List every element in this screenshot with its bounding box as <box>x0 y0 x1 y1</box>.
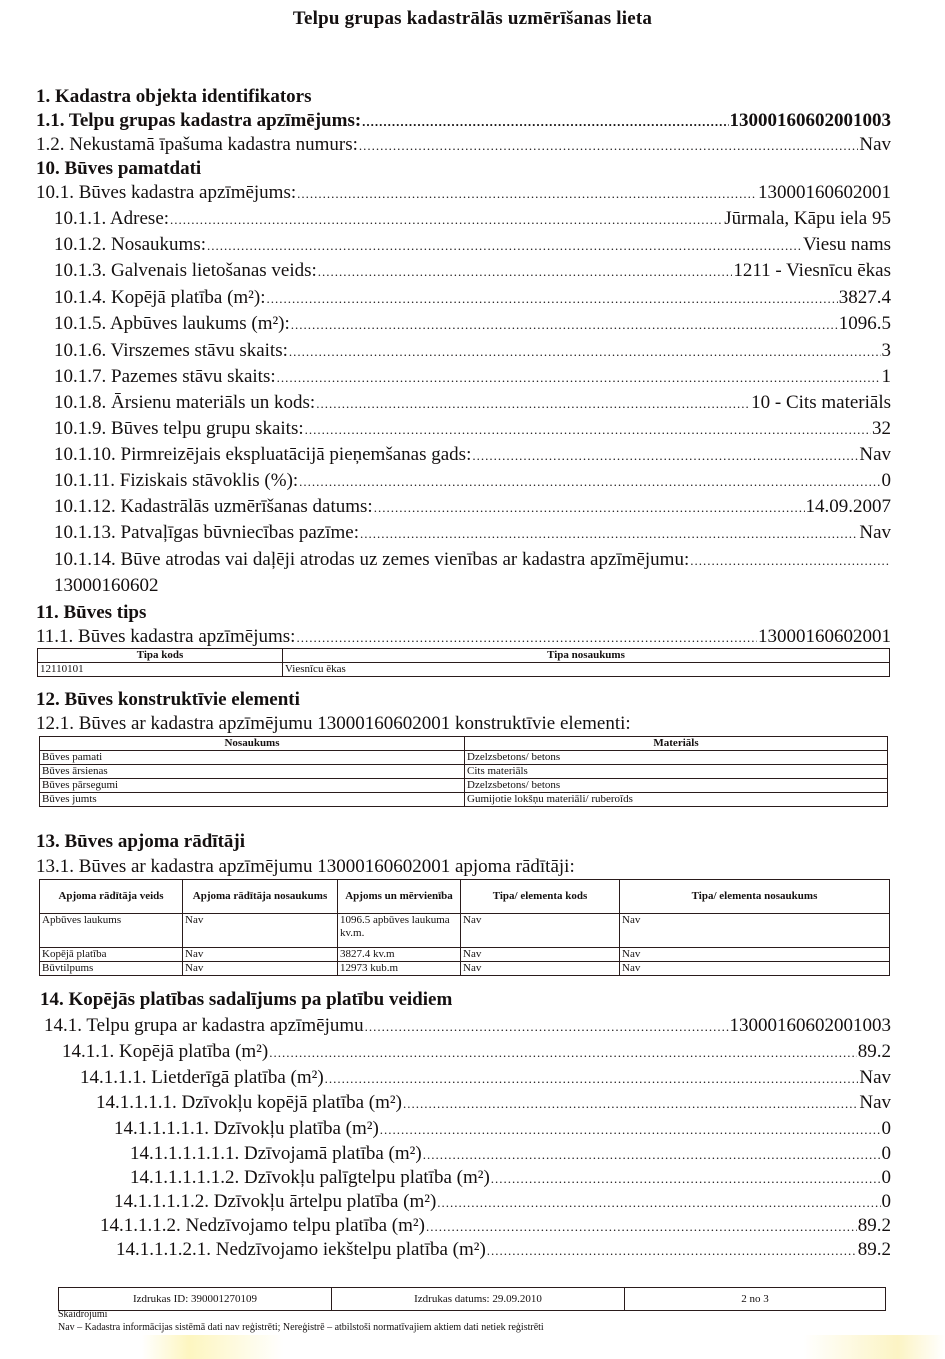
field-value: 1096.5 <box>838 313 891 334</box>
table-cell: Nav <box>183 962 338 976</box>
field-property-number <box>36 133 891 157</box>
section-13-subheading: 13.1. Būves ar kadastra apzīmējumu 13000160602001 apjoma rādītāji: <box>36 856 575 877</box>
field-value: 3 <box>881 340 891 361</box>
field-label: 10.1.12. Kadastrālās uzmērīšanas datums: <box>54 496 373 517</box>
volume-indicators-table <box>39 879 890 976</box>
field-value: 0 <box>881 470 891 491</box>
field-value: 0 <box>881 1118 891 1139</box>
field-label: 14.1.1.1.1. Dzīvokļu kopējā platība (m²) <box>96 1092 402 1113</box>
field-value: 3827.4 <box>838 287 891 308</box>
field-label: 10.1.5. Apbūves laukums (m²): <box>54 313 290 334</box>
field-label: 11.1. Būves kadastra apzīmējums: <box>36 626 296 647</box>
table-cell: Nav <box>183 914 338 948</box>
table-cell: 3827.4 kv.m <box>338 948 461 962</box>
field-label: 14.1.1.1.2. Nedzīvojamo telpu platība (m²) <box>100 1215 425 1236</box>
table-row <box>40 793 888 807</box>
field-area-usable <box>80 1066 891 1090</box>
table-cell: 12973 kub.m <box>338 962 461 976</box>
table-cell: Nav <box>461 914 620 948</box>
field-label: 10.1.2. Nosaukums: <box>54 234 206 255</box>
field-area-nonresidential <box>100 1214 891 1238</box>
table-row <box>40 765 888 779</box>
field-value: Nav <box>859 1067 891 1088</box>
table-row <box>40 962 890 976</box>
scan-tint <box>0 1335 945 1359</box>
page-number: 2 no 3 <box>625 1288 886 1311</box>
field-value: 1211 - Viesnīcu ēkas <box>733 260 891 281</box>
field-group-cadastre-designation <box>36 109 891 133</box>
land-unit-value: 13000160602 <box>54 575 159 596</box>
table-cell: 12110101 <box>38 663 283 677</box>
field-label: 10.1.4. Kopējā platība (m²): <box>54 287 266 308</box>
field-name <box>54 233 891 257</box>
field-value: 89.2 <box>857 1239 891 1260</box>
field-label: 14.1.1.1. Lietderīgā platība (m²) <box>80 1067 324 1088</box>
field-label: 10.1.8. Ārsienu materiāls un kods: <box>54 392 316 413</box>
table-cell: Būves pamati <box>40 751 465 765</box>
column-header: Tipa/ elementa kods <box>461 880 620 914</box>
field-physical-condition <box>54 469 891 493</box>
field-value: Nav <box>859 1092 891 1113</box>
field-label: 14.1.1.1.1.1. Dzīvokļu platība (m²) <box>114 1118 379 1139</box>
column-header: Materiāls <box>465 737 888 751</box>
table-cell: Dzelzsbetons/ betons <box>465 751 888 765</box>
section-12-subheading: 12.1. Būves ar kadastra apzīmējumu 13000160602001 konstruktīvie elementi: <box>36 713 631 734</box>
page-title: Telpu grupas kadastrālās uzmērīšanas lieta <box>292 8 653 29</box>
field-value: 1 <box>881 366 891 387</box>
field-total-area <box>54 286 891 310</box>
column-header: Tipa nosaukums <box>283 649 890 663</box>
table-cell: Kopējā platība <box>40 948 183 962</box>
column-header: Apjoma rādītāja veids <box>40 880 183 914</box>
field-label: 14.1.1. Kopējā platība (m²) <box>62 1041 269 1062</box>
structural-elements-table <box>39 736 888 807</box>
column-header: Apjoms un mērvienība <box>338 880 461 914</box>
field-wall-material <box>54 391 891 415</box>
field-area-apartments <box>114 1117 891 1141</box>
table-cell: Būves jumts <box>40 793 465 807</box>
field-label: 10.1.10. Pirmreizējais ekspluatācijā pieņemšanas gads: <box>54 444 472 465</box>
abbreviations-heading: Skaidrojumi <box>58 1309 108 1320</box>
building-type-table <box>37 648 890 677</box>
table-cell: 1096.5 apbūves laukuma kv.m. <box>338 914 461 948</box>
field-address <box>54 207 891 231</box>
field-label: 14.1.1.1.1.1.1. Dzīvojamā platība (m²) <box>130 1143 422 1164</box>
field-value: 0 <box>881 1167 891 1188</box>
field-label: 10.1.14. Būve atrodas vai daļēji atrodas uz zemes vienības ar kadastra apzīmējumu: <box>54 549 690 570</box>
field-label: 10.1.9. Būves telpu grupu skaits: <box>54 418 304 439</box>
field-area-total <box>62 1040 891 1064</box>
field-label: 1.2. Nekustamā īpašuma kadastra numurs: <box>36 134 358 155</box>
field-label: 10.1.7. Pazemes stāvu skaits: <box>54 366 276 387</box>
field-label: 10.1.3. Galvenais lietošanas veids: <box>54 260 317 281</box>
table-row <box>38 663 890 677</box>
field-room-group-count <box>54 417 891 441</box>
table-cell: Nav <box>461 948 620 962</box>
field-value: 32 <box>872 418 891 439</box>
table-row <box>40 779 888 793</box>
section-14-heading: 14. Kopējās platības sadalījums pa platību veidiem <box>40 989 453 1010</box>
field-building-type-designation <box>36 625 891 649</box>
field-floors-above <box>54 339 891 363</box>
section-12-heading: 12. Būves konstruktīvie elementi <box>36 689 300 710</box>
table-cell: Nav <box>461 962 620 976</box>
field-area-apartments-total <box>96 1091 891 1115</box>
field-value: 13000160602001 <box>758 626 891 647</box>
field-label: 14.1. Telpu grupa ar kadastra apzīmējumu <box>44 1015 364 1036</box>
table-cell: Cits materiāls <box>465 765 888 779</box>
field-unauthorized-construction <box>54 521 891 545</box>
field-label: 10.1.1. Adrese: <box>54 208 170 229</box>
field-value: 89.2 <box>857 1215 891 1236</box>
table-cell: Dzelzsbetons/ betons <box>465 779 888 793</box>
field-label: 10.1.13. Patvaļīgas būvniecības pazīme: <box>54 522 359 543</box>
column-header: Apjoma rādītāja nosaukums <box>183 880 338 914</box>
field-commissioning-year <box>54 443 891 467</box>
field-value: Nav <box>859 444 891 465</box>
field-area-apartment-outdoor <box>114 1190 891 1214</box>
field-value: 89.2 <box>857 1041 891 1062</box>
field-value: 10 - Cits materiāls <box>751 392 891 413</box>
field-value: Nav <box>859 522 891 543</box>
field-survey-date <box>54 495 891 519</box>
column-header: Tipa/ elementa nosaukums <box>620 880 890 914</box>
field-value: 14.09.2007 <box>805 496 891 517</box>
section-11-heading: 11. Būves tips <box>36 602 147 623</box>
field-main-use <box>54 259 891 283</box>
field-label: 1.1. Telpu grupas kadastra apzīmējums: <box>36 110 362 131</box>
abbreviations-note: Nav – Kadastra informācijas sistēmā dati nav reģistrēti; Nereģistrē – atbilstoši normatīvajiem aktiem dati netiek reģistrēti <box>58 1322 544 1333</box>
field-label: 10.1.11. Fiziskais stāvoklis (%): <box>54 470 299 491</box>
field-value: 0 <box>881 1191 891 1212</box>
field-area-apartment-auxiliary <box>130 1166 891 1190</box>
field-label: 14.1.1.1.2.1. Nedzīvojamo iekštelpu platība (m²) <box>116 1239 486 1260</box>
field-value: 13000160602001003 <box>729 1015 891 1036</box>
table-cell: Apbūves laukums <box>40 914 183 948</box>
field-label: 10.1. Būves kadastra apzīmējums: <box>36 182 297 203</box>
field-area-nonresidential-indoor <box>116 1238 891 1262</box>
field-value: Viesu nams <box>802 234 891 255</box>
field-value: 0 <box>881 1143 891 1164</box>
field-value: 13000160602001 <box>758 182 891 203</box>
table-cell: Būves ārsienas <box>40 765 465 779</box>
field-land-unit-label <box>54 548 891 572</box>
field-label: 10.1.6. Virszemes stāvu skaits: <box>54 340 288 361</box>
table-cell: Nav <box>620 962 890 976</box>
table-cell: Gumijotie lokšņu materiāli/ ruberoīds <box>465 793 888 807</box>
print-date: Izdrukas datums: 29.09.2010 <box>332 1288 625 1311</box>
field-floors-below <box>54 365 891 389</box>
field-value: Nav <box>859 134 891 155</box>
section-1-heading: 1. Kadastra objekta identifikators <box>36 86 312 107</box>
section-10-heading: 10. Būves pamatdati <box>36 158 202 179</box>
field-area-living <box>130 1142 891 1166</box>
field-built-area <box>54 312 891 336</box>
field-value: 13000160602001003 <box>729 110 891 131</box>
table-cell: Viesnīcu ēkas <box>283 663 890 677</box>
column-header: Tipa kods <box>38 649 283 663</box>
table-cell: Nav <box>183 948 338 962</box>
field-room-group <box>44 1014 891 1038</box>
table-cell: Nav <box>620 948 890 962</box>
table-cell: Būvtilpums <box>40 962 183 976</box>
field-building-designation <box>36 181 891 205</box>
field-label: 14.1.1.1.1.2. Dzīvokļu ārtelpu platība (m²) <box>114 1191 437 1212</box>
table-cell: Nav <box>620 914 890 948</box>
field-label: 14.1.1.1.1.1.2. Dzīvokļu palīgtelpu platība (m²) <box>130 1167 490 1188</box>
table-cell: Būves pārsegumi <box>40 779 465 793</box>
table-row <box>40 914 890 948</box>
table-row <box>40 948 890 962</box>
column-header: Nosaukums <box>40 737 465 751</box>
print-footer <box>58 1287 886 1311</box>
print-id: Izdrukas ID: 390001270109 <box>59 1288 332 1311</box>
field-value: Jūrmala, Kāpu iela 95 <box>724 208 891 229</box>
table-row <box>40 751 888 765</box>
section-13-heading: 13. Būves apjoma rādītāji <box>36 831 245 852</box>
